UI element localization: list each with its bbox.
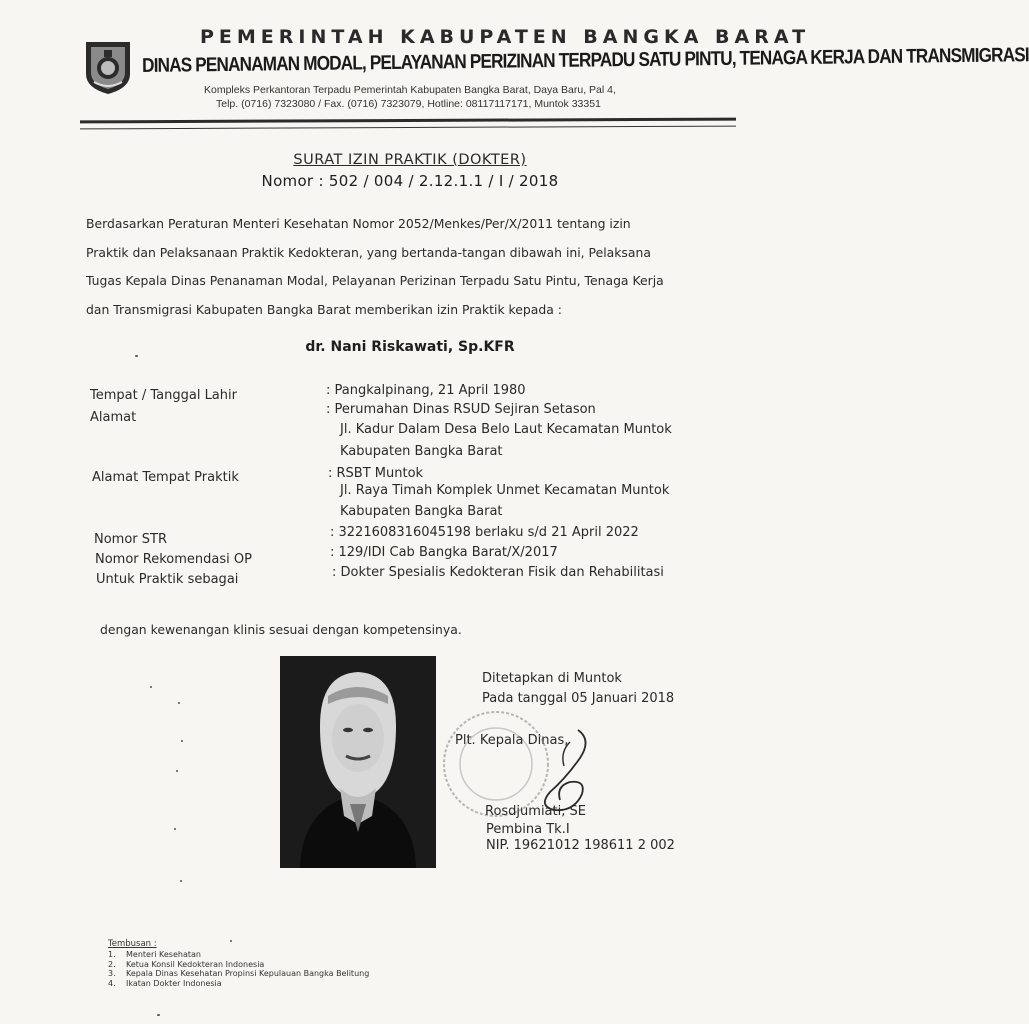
agency-name: DINAS PENANAMAN MODAL, PELAYANAN PERIZINAN TERPADU SATU PINTU, TENAGA KERJA DAN TRANSMIGRASI	[142, 44, 1029, 77]
intro-line: Tugas Kepala Dinas Penanaman Modal, Pelayanan Perizinan Terpadu Satu Pintu, Tenaga Kerja	[86, 273, 664, 288]
intro-paragraph	[86, 210, 742, 324]
intro-line: Praktik dan Pelaksanaan Praktik Kedokteran, yang bertanda-tangan dibawah ini, Pelaksana	[86, 244, 651, 260]
tembusan-item	[108, 969, 369, 978]
intro-line: Berdasarkan Peraturan Menteri Kesehatan Nomor 2052/Menkes/Per/X/2011 tentang izin	[86, 216, 631, 231]
intro-line: dan Transmigrasi Kabupaten Bangka Barat memberikan izin Praktik kepada :	[86, 301, 562, 317]
tembusan-item	[108, 950, 201, 959]
field-value-tempat-praktik-line3: Kabupaten Bangka Barat	[340, 504, 503, 519]
tembusan-item-number: 4.	[108, 979, 116, 988]
document-number: Nomor : 502 / 004 / 2.12.1.1 / I / 2018	[261, 172, 559, 190]
applicant-photo	[280, 656, 436, 868]
field-label-str: Nomor STR	[94, 532, 167, 547]
scan-speck	[174, 828, 176, 830]
signer-name: Rosdjumiati, SE	[485, 804, 586, 819]
tembusan-item-number: 2.	[108, 960, 116, 969]
scan-speck	[230, 940, 232, 942]
scan-speck	[180, 880, 182, 882]
closing-statement: dengan kewenangan klinis sesuai dengan kompetensinya.	[100, 622, 462, 637]
signed-place: Ditetapkan di Muntok	[482, 671, 622, 686]
scan-speck	[135, 355, 138, 357]
field-label-alamat: Alamat	[90, 410, 137, 425]
header-rule-thick	[80, 118, 736, 124]
signer-position: Plt. Kepala Dinas,	[455, 733, 569, 748]
agency-contact: Telp. (0716) 7323080 / Fax. (0716) 7323079, Hotline: 08117117171, Muntok 33351	[216, 98, 601, 110]
tembusan-item-text: Ketua Konsil Kedokteran Indonesia	[126, 960, 265, 969]
field-label-ttl: Tempat / Tanggal Lahir	[90, 388, 237, 403]
scan-speck	[150, 686, 152, 688]
regency-emblem-logo	[80, 38, 136, 96]
field-value-alamat-line3: Kabupaten Bangka Barat	[340, 444, 503, 459]
field-value-tempat-praktik: : RSBT Muntok	[328, 466, 424, 481]
header-rule-thin	[80, 126, 736, 130]
field-value-alamat: : Perumahan Dinas RSUD Sejiran Setason	[326, 402, 596, 417]
tembusan-item-number: 1.	[108, 950, 116, 959]
field-label-untuk-praktik: Untuk Praktik sebagai	[96, 572, 239, 587]
document-title: SURAT IZIN PRAKTIK (DOKTER)	[293, 152, 527, 168]
tembusan-item	[108, 979, 222, 988]
tembusan-item-text: Kepala Dinas Kesehatan Propinsi Kepulauan Bangka Belitung	[126, 969, 370, 978]
field-value-str: : 3221608316045198 berlaku s/d 21 April 2022	[330, 525, 639, 540]
field-value-tempat-praktik-line2: Jl. Raya Timah Komplek Unmet Kecamatan Muntok	[340, 483, 670, 498]
tembusan-item	[108, 960, 264, 969]
tembusan-item-number: 3.	[108, 969, 116, 978]
field-label-tempat-praktik: Alamat Tempat Praktik	[92, 470, 239, 485]
field-value-ttl: : Pangkalpinang, 21 April 1980	[326, 383, 526, 398]
agency-address: Kompleks Perkantoran Terpadu Pemerintah Kabupaten Bangka Barat, Daya Baru, Pal 4,	[204, 84, 616, 96]
scan-speck	[178, 702, 180, 704]
tembusan-item-text: Menteri Kesehatan	[126, 950, 201, 959]
signer-rank: Pembina Tk.I	[486, 822, 570, 837]
signed-date: Pada tanggal 05 Januari 2018	[482, 691, 675, 706]
scan-speck	[176, 770, 178, 772]
government-name: PEMERINTAH KABUPATEN BANGKA BARAT	[200, 26, 811, 48]
tembusan-item-text: Ikatan Dokter Indonesia	[126, 979, 222, 988]
scan-speck	[181, 740, 183, 742]
scan-speck	[157, 1014, 160, 1016]
signer-nip: NIP. 19621012 198611 2 002	[486, 838, 675, 853]
field-label-rekomendasi: Nomor Rekomendasi OP	[95, 552, 252, 567]
doctor-name: dr. Nani Riskawati, Sp.KFR	[305, 339, 515, 355]
field-value-untuk-praktik: : Dokter Spesialis Kedokteran Fisik dan Rehabilitasi	[332, 565, 664, 580]
field-value-alamat-line2: Jl. Kadur Dalam Desa Belo Laut Kecamatan Muntok	[340, 422, 672, 437]
tembusan-title: Tembusan :	[108, 939, 157, 949]
field-value-rekomendasi: : 129/IDI Cab Bangka Barat/X/2017	[330, 545, 558, 560]
